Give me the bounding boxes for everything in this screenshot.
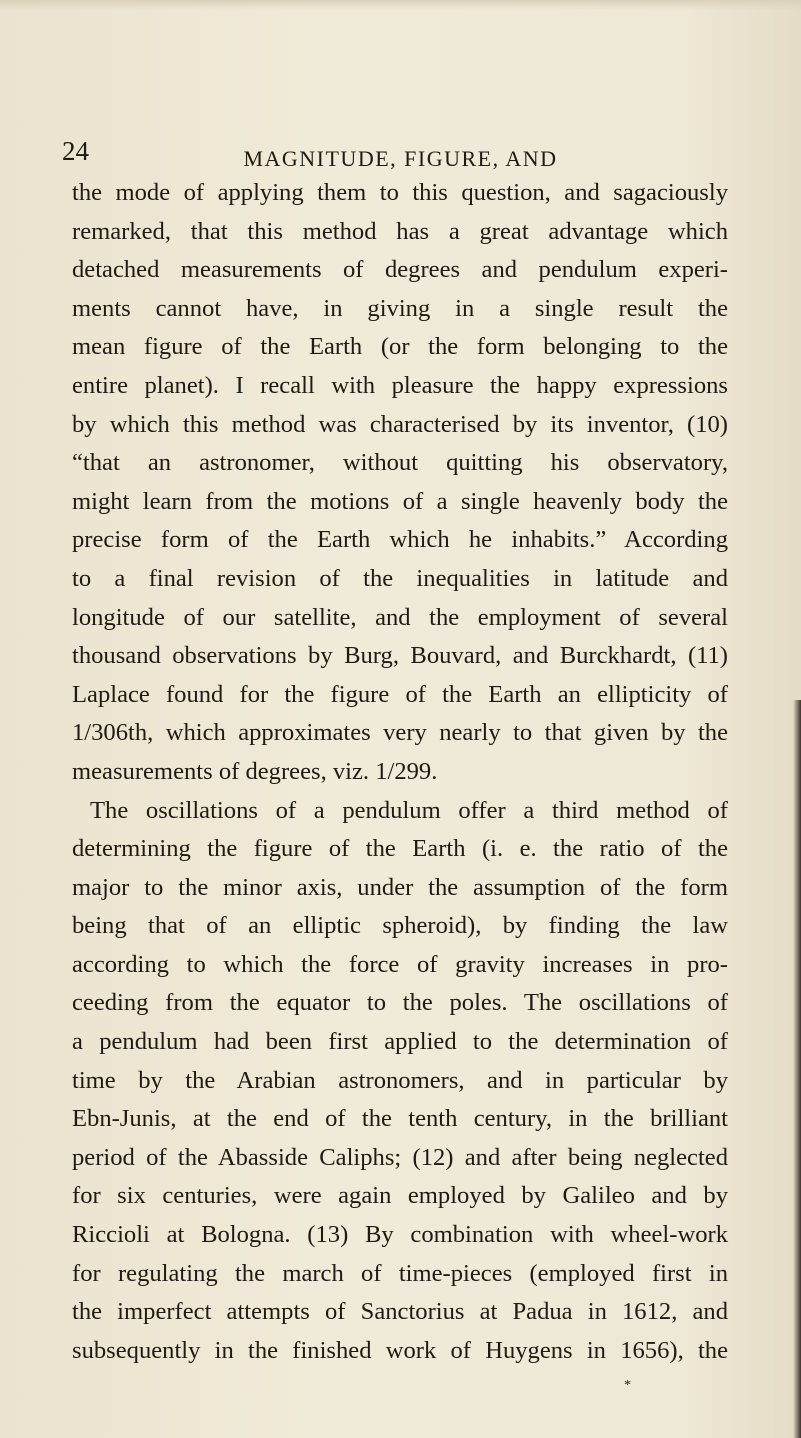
- text-line: for six centuries, were again employed by Galileo and by: [72, 1182, 728, 1210]
- text-line: time by the Arabian astronomers, and in particular by: [72, 1066, 728, 1094]
- text-line: Ebn-Junis, at the end of the tenth century, in the brilliant: [72, 1105, 728, 1133]
- text-line: subsequently in the finished work of Huygens in 1656), the: [72, 1336, 728, 1364]
- body-text: [72, 174, 728, 1370]
- page-edge-shadow: [793, 700, 801, 1438]
- text-line: ments cannot have, in giving in a single result the: [72, 294, 728, 322]
- text-line: major to the minor axis, under the assumption of the form: [72, 873, 728, 901]
- text-line: being that of an elliptic spheroid), by finding the law: [72, 912, 728, 940]
- text-line: according to which the force of gravity increases in pro-: [72, 950, 728, 978]
- page-top-shadow: [0, 0, 801, 10]
- text-line: determining the figure of the Earth (i. e. the ratio of the: [72, 835, 728, 863]
- text-line: the mode of applying them to this question, and sagaciously: [72, 179, 728, 206]
- text-line: period of the Abasside Caliphs; (12) and after being neglected: [72, 1143, 728, 1171]
- text-line: remarked, that this method has a great advantage which: [72, 217, 728, 245]
- text-line: Riccioli at Bologna. (13) By combination with wheel-work: [72, 1221, 728, 1249]
- text-line: a pendulum had been first applied to the determination of: [72, 1028, 728, 1056]
- text-line: The oscillations of a pendulum offer a third method of: [90, 796, 728, 824]
- text-line: for regulating the march of time-pieces (employed first in: [72, 1259, 728, 1287]
- text-line: 1/306th, which approximates very nearly to that given by the: [72, 719, 728, 747]
- text-line: thousand observations by Burg, Bouvard, and Burckhardt, (11): [72, 642, 728, 670]
- text-line: measurements of degrees, viz. 1/299.: [72, 757, 438, 785]
- text-line: detached measurements of degrees and pendulum experi-: [72, 256, 728, 284]
- running-head: MAGNITUDE, FIGURE, AND: [243, 146, 558, 171]
- text-line: mean figure of the Earth (or the form belonging to the: [72, 333, 728, 361]
- text-line: by which this method was characterised by its inventor, (10): [72, 410, 728, 438]
- stray-mark: *: [624, 1378, 631, 1393]
- text-line: to a final revision of the inequalities in latitude and: [72, 564, 728, 592]
- text-line: entire planet). I recall with pleasure the happy expressions: [72, 371, 728, 399]
- text-line: Laplace found for the figure of the Earth an ellipticity of: [72, 680, 728, 708]
- text-line: precise form of the Earth which he inhabits.” According: [72, 526, 728, 554]
- text-line: might learn from the motions of a single heavenly body the: [72, 487, 728, 515]
- page-number: 24: [62, 136, 89, 166]
- text-line: “that an astronomer, without quitting his observatory,: [72, 449, 728, 477]
- text-line: longitude of our satellite, and the employment of several: [72, 603, 728, 631]
- text-line: ceeding from the equator to the poles. The oscillations of: [72, 989, 728, 1017]
- text-line: the imperfect attempts of Sanctorius at Padua in 1612, and: [72, 1298, 728, 1326]
